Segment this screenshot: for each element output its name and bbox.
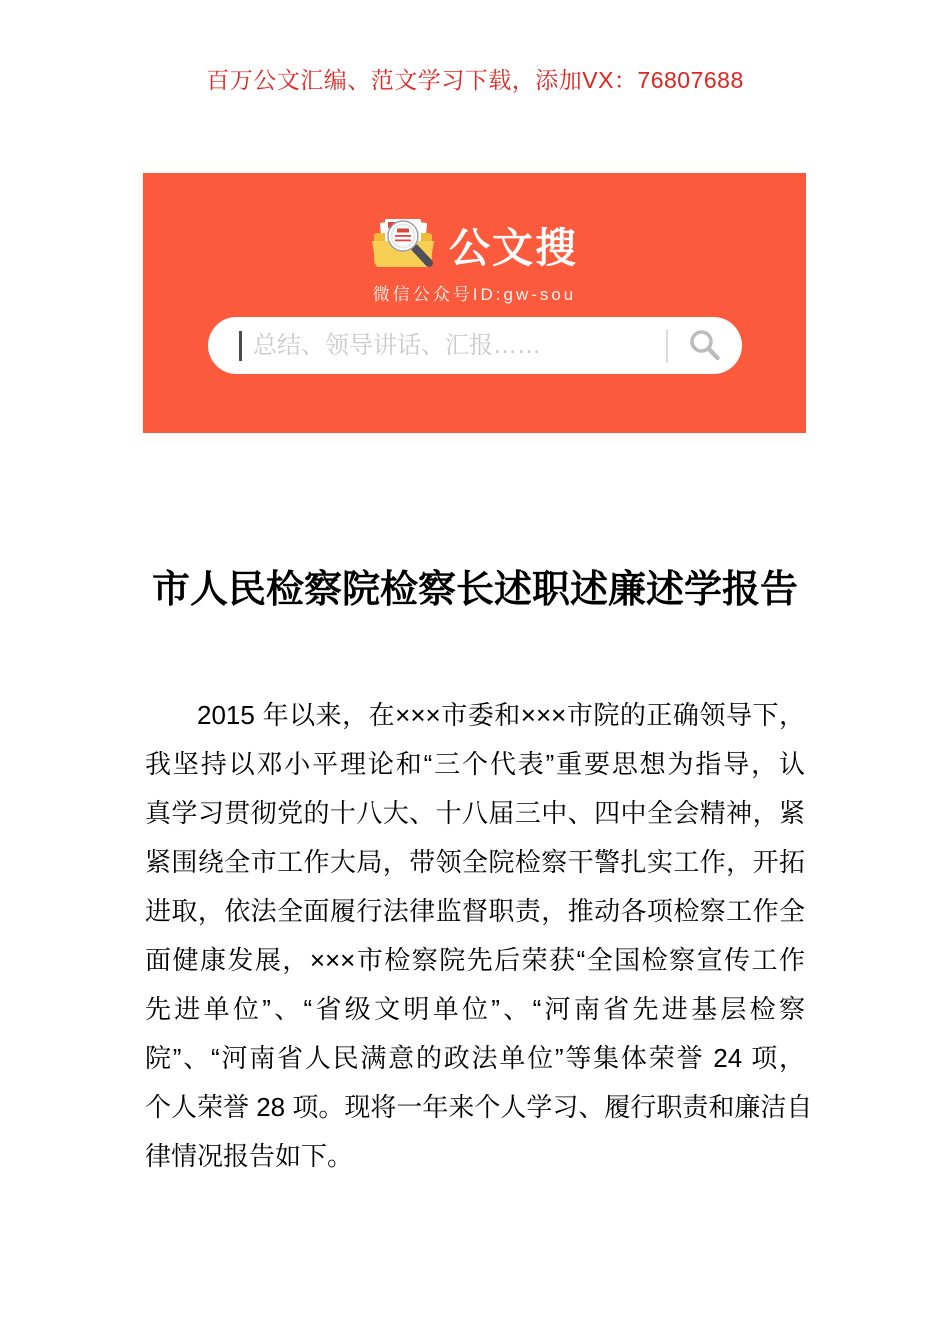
wechat-id-subtitle: 微信公众号ID:gw-sou	[372, 285, 577, 304]
paragraph-line: 面健康发展，×××市检察院先后荣获“全国检察宣传工作	[145, 945, 805, 975]
article-title: 市人民检察院检察长述职述廉述学报告	[151, 569, 798, 611]
paragraph-line: 2015 年以来，在×××市委和×××市院的正确领导下，	[197, 700, 805, 730]
paragraph-line: 真学习贯彻党的十八大、十八届三中、四中全会精神，紧	[145, 798, 805, 828]
top-promo-notice: 百万公文汇编、范文学习下载，添加VX：76807688	[206, 67, 744, 93]
paragraph-line: 先进单位”、“省级文明单位”、“河南省先进基层检察	[145, 994, 805, 1024]
paragraph-line: 我坚持以邓小平理论和“三个代表”重要思想为指导，认	[145, 749, 805, 779]
folder-document-magnifier-icon	[371, 217, 437, 271]
search-box[interactable]	[208, 317, 742, 374]
paragraph-line: 律情况报告如下。	[145, 1141, 354, 1171]
paragraph-line: 院”、“河南省人民满意的政法单位”等集体荣誉 24 项，	[145, 1043, 805, 1073]
search-input[interactable]	[253, 332, 666, 360]
paragraph-line: 个人荣誉 28 项。现将一年来个人学习、履行职责和廉洁自	[145, 1092, 813, 1122]
paragraph-line: 进取，依法全面履行法律监督职责，推动各项检察工作全	[145, 896, 805, 926]
article-paragraph	[145, 691, 813, 1181]
search-icon[interactable]	[668, 328, 742, 364]
text-cursor	[239, 331, 242, 361]
logo	[143, 215, 806, 273]
logo-text: 公文搜	[449, 224, 578, 271]
gongwensou-banner	[143, 173, 806, 433]
paragraph-line: 紧围绕全市工作大局，带领全院检察干警扎实工作，开拓	[145, 847, 805, 877]
